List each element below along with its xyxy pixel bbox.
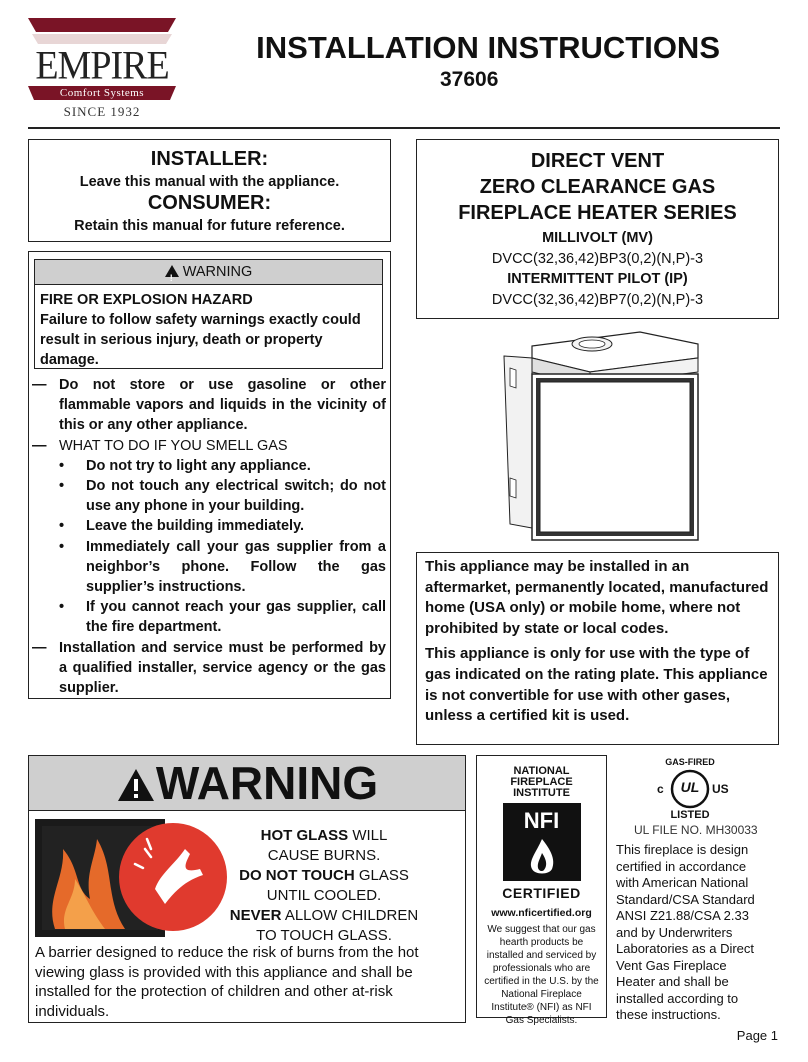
install-para2: This appliance is only for use with the type of gas indicated on the rating plate. This appliance is not convertible for use with other gases, unless a certified kit is used. [425, 645, 768, 725]
bullet-item: • Immediately call your gas supplier from a neighbor’s phone. Follow the gas supplier’s instructions. [59, 538, 386, 596]
doc-number: 37606 [440, 68, 499, 91]
brand-sub: Comfort Systems [59, 87, 145, 99]
consumer-heading: CONSUMER: [147, 192, 272, 214]
header-rule [28, 127, 780, 129]
installer-heading: INSTALLER: [150, 148, 269, 170]
warning-big-header: WARNING [29, 756, 465, 811]
bullet-item: • Do not try to light any appliance. [59, 457, 311, 474]
list-item: — Installation and service must be performed by a qualified installer, service agency or the gas supplier. [32, 638, 386, 699]
fireplace-illustration [500, 328, 710, 548]
ul-file-no: UL FILE NO. MH30033 [634, 823, 758, 837]
bullet-item: • If you cannot reach your gas supplier, call the fire department. [59, 599, 386, 636]
qualified-installer-warning: Installation and service must be performed by a qualified installer, service agency or the gas supplier. [59, 639, 386, 697]
smell-gas-heading: WHAT TO DO IF YOU SMELL GAS [59, 437, 288, 454]
fireplace-icon [500, 328, 710, 548]
page-title: INSTALLATION INSTRUCTIONS [256, 30, 720, 65]
ip-label: INTERMITTENT PILOT (IP) [507, 271, 688, 287]
warning-triangle-icon [116, 767, 156, 803]
nfi-logo: NFI [503, 803, 581, 881]
bullet-item: • Do not touch any electrical switch; do not use any phone in your building. [59, 478, 386, 515]
bullet-item: • Leave the building immediately. [59, 518, 305, 535]
hazard-title: FIRE OR EXPLOSION HAZARD [40, 292, 253, 308]
install-para1: This appliance may be installed in an aftermarket, permanently located, manufactured home (USA only) or mobile home, where not prohibited by state or local codes. [425, 558, 769, 637]
ul-mark: GAS-FIRED UL c US LISTED [657, 757, 729, 821]
installer-box [28, 139, 391, 242]
brand-logo [28, 18, 176, 122]
flame-icon [522, 837, 562, 877]
barrier-text: A barrier designed to reduce the risk of burns from the hot viewing glass is provided with this appliance and shall be installed for the protection of children and other at-risk individuals. [35, 944, 419, 1020]
product-line3: FIREPLACE HEATER SERIES [458, 202, 737, 224]
ip-models: DVCC(32,36,42)BP7(0,2)(N,P)-3 [491, 292, 704, 308]
nfi-box: NATIONAL FIREPLACE INSTITUTE NFI CERTIFIED www.nficertified.org We suggest that our gas hearth products be installed and serviced by professionals who are certified in the U.S. by the National Fireplace Institute® (NFI) as NFI Gas Specialists. [476, 755, 607, 1018]
installer-text: Leave this manual with the appliance. [79, 174, 340, 190]
hazard-body: Failure to follow safety warnings exactly could result in serious injury, death or property damage. [40, 312, 361, 368]
warning-small-header: !WARNING [35, 260, 382, 285]
mv-models: DVCC(32,36,42)BP3(0,2)(N,P)-3 [491, 251, 704, 267]
warning-small [34, 259, 383, 369]
mv-label: MILLIVOLT (MV) [542, 230, 653, 246]
warning-big [28, 755, 466, 1023]
brand-since: SINCE 1932 [63, 104, 141, 119]
list-item: — WHAT TO DO IF YOU SMELL GAS [32, 436, 386, 456]
product-box [416, 139, 779, 319]
page-number: Page 1 [736, 1028, 778, 1043]
consumer-text: Retain this manual for future reference. [74, 218, 345, 234]
list-item: — Do not store or use gasoline or other flammable vapors and liquids in the vicinity of this or any other appliance. [32, 375, 386, 436]
product-line1: DIRECT VENT [530, 150, 665, 172]
safety-list [32, 375, 386, 698]
hot-glass-text: HOT GLASS WILL CAUSE BURNS. DO NOT TOUCH GLASS UNTIL COOLED. NEVER ALLOW CHILDREN TO TOUCH GLASS. [229, 827, 419, 944]
ul-cert-text: This fireplace is design certified in accordance with American National Standard/CSA Standard ANSI Z21.88/CSA 2.33 and by Underwriters Laboratories as a Direct Vent Gas Fireplace Heater and shall be installed according to these instructions. [616, 842, 755, 1022]
install-box [416, 552, 779, 745]
brand-name: EMPIRE [35, 43, 169, 89]
warning-triangle-icon [165, 265, 179, 277]
product-line2: ZERO CLEARANCE GAS [479, 176, 716, 198]
store-gasoline-warning: Do not store or use gasoline or other flammable vapors and liquids in the vicinity of this or any other appliance. [59, 377, 386, 434]
